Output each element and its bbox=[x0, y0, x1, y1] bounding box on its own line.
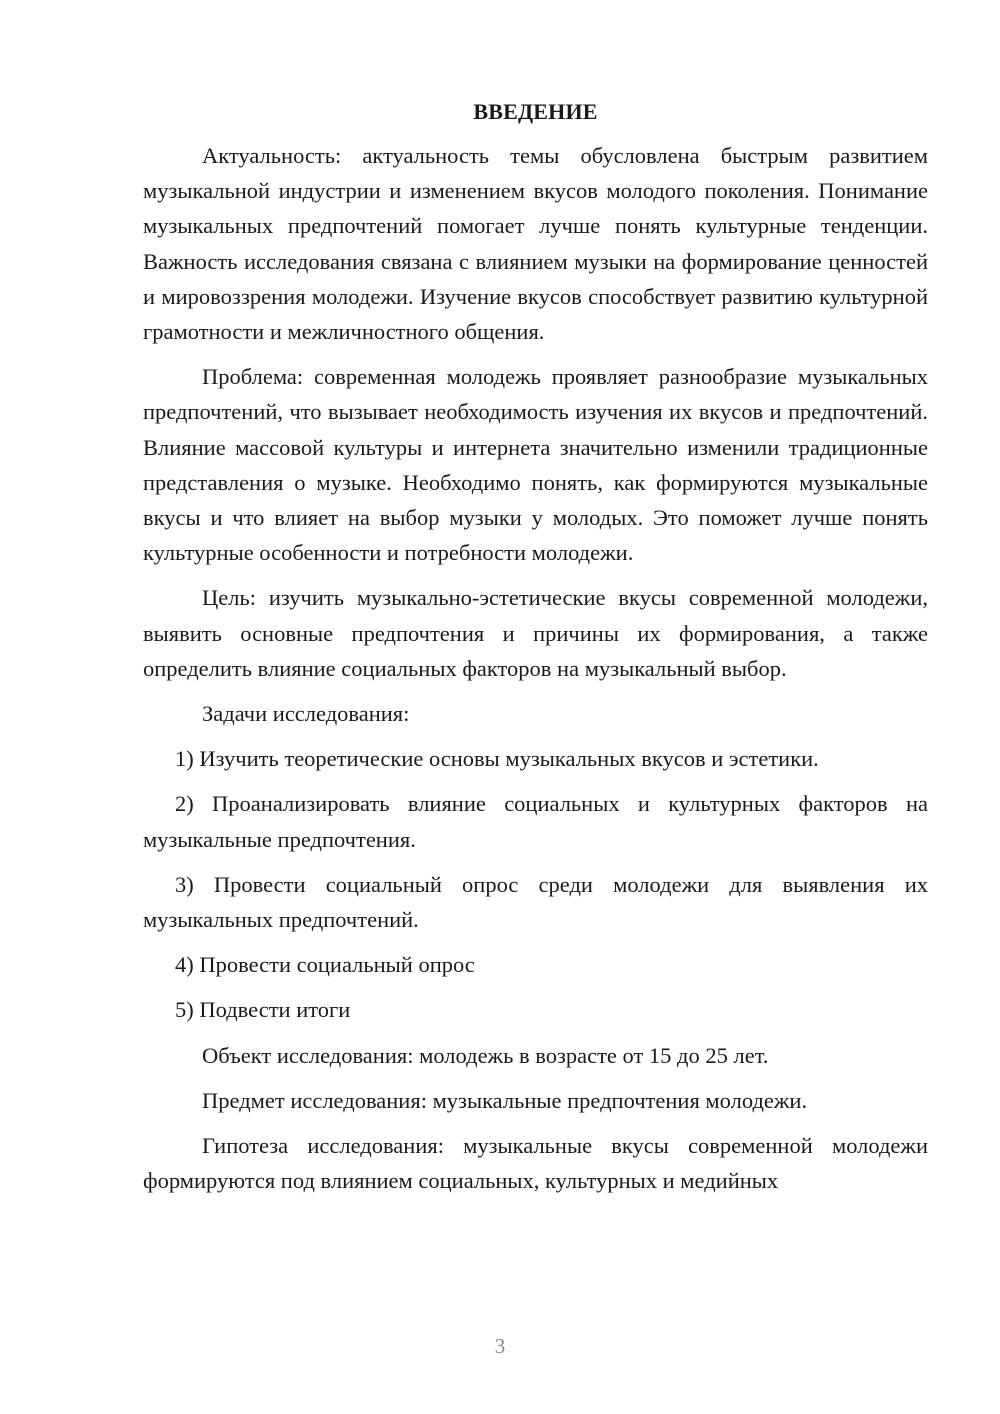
task-item-5: 5) Подвести итоги bbox=[175, 997, 351, 1023]
task-item-1: 1) Изучить теоретические основы музыкальных вкусов и эстетики. bbox=[175, 746, 819, 772]
paragraph-subject: Предмет исследования: музыкальные предпочтения молодежи. bbox=[202, 1087, 808, 1113]
tasks-heading: Задачи исследования: bbox=[202, 701, 410, 727]
task-item-2: 2) Проанализировать влияние социальных и культурных факторов на музыкальные предпочтения. bbox=[143, 791, 928, 852]
paragraph-relevance: Актуальность: актуальность темы обусловлена быстрым развитием музыкальной индустрии и изменением вкусов молодого поколения. Понимание музыкальных предпочтений помогает лучше понять культурные тенденции. Важность исследования связана с влиянием музыки на формирование ценностей и мировоззрения молодежи. Изучение вкусов способствует развитию культурной грамотности и межличностного общения. bbox=[143, 143, 928, 345]
paragraph-problem: Проблема: современная молодежь проявляет разнообразие музыкальных предпочтений, что вызывает необходимость изучения их вкусов и предпочтений. Влияние массовой культуры и интернета значительно изменили традиционные представления о музыке. Необходимо понять, как формируются музыкальные вкусы и что влияет на выбор музыки у молодых. Это поможет лучше понять культурные особенности и потребности молодежи. bbox=[143, 364, 928, 566]
task-item-4: 4) Провести социальный опрос bbox=[175, 952, 475, 978]
section-title: ВВЕДЕНИЕ bbox=[473, 99, 598, 124]
paragraph-object: Объект исследования: молодежь в возрасте от 15 до 25 лет. bbox=[202, 1042, 769, 1068]
paragraph-hypothesis: Гипотеза исследования: музыкальные вкусы современной молодежи формируются под влиянием социальных, культурных и медийных bbox=[143, 1133, 928, 1194]
document-body bbox=[143, 96, 928, 1208]
paragraph-goal: Цель: изучить музыкально-эстетические вкусы современной молодежи, выявить основные предпочтения и причины их формирования, а также определить влияние социальных факторов на музыкальный выбор. bbox=[143, 585, 928, 681]
task-item-3: 3) Провести социальный опрос среди молодежи для выявления их музыкальных предпочтений. bbox=[143, 871, 928, 933]
page-number: 3 bbox=[494, 1334, 506, 1358]
